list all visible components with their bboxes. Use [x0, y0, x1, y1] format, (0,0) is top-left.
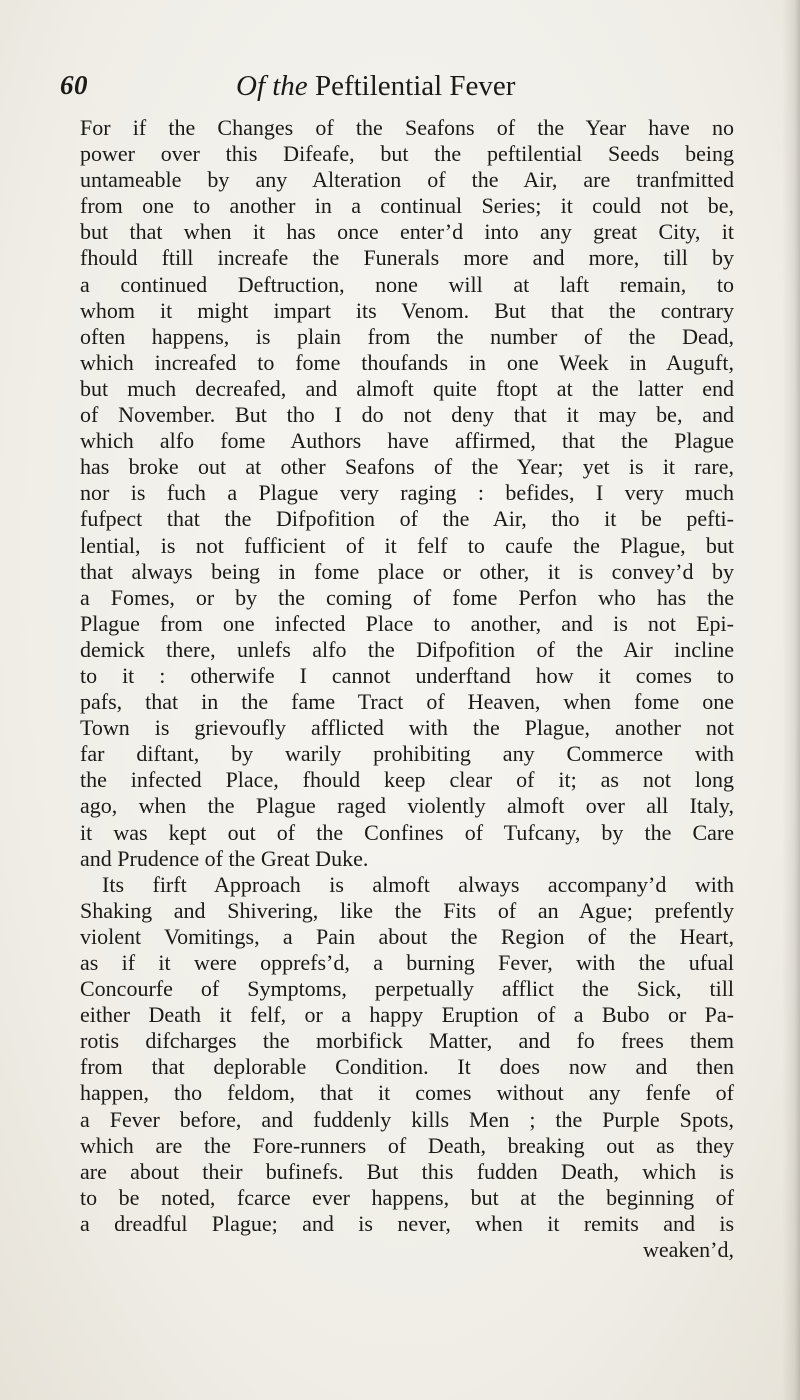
text-line: that always being in fome place or other, it is convey’d by — [80, 558, 734, 584]
text-line: which increafed to fome thoufands in one Week in Auguft, — [80, 349, 734, 375]
text-line: fhould ftill increafe the Funerals more and more, till by — [80, 245, 734, 271]
text-line: a dreadful Plague; and is never, when it remits and is — [80, 1210, 734, 1236]
text-line: to it : otherwife I cannot underftand how it comes to — [80, 662, 734, 688]
catchword: weaken’d, — [642, 1237, 734, 1263]
text-line: fufpect that the Difpofition of the Air, tho it be pefti- — [80, 506, 734, 532]
text-line: nor is fuch a Plague very raging : befides, I very much — [80, 480, 734, 506]
text-line: are about their bufinefs. But this fudden Death, which is — [80, 1158, 734, 1184]
running-head — [60, 70, 760, 110]
text-line: to be noted, fcarce ever happens, but at the beginning of — [80, 1184, 734, 1210]
text-line: a Fever before, and fuddenly kills Men ; the Purple Spots, — [80, 1106, 734, 1132]
text-line: whom it might impart its Venom. But that the contrary — [80, 297, 734, 323]
text-line: but that when it has once enter’d into any great City, it — [80, 219, 734, 245]
paragraph-end-line: and Prudence of the Great Duke. — [80, 845, 369, 871]
text-line: Concourfe of Symptoms, perpetually afflict the Sick, till — [80, 976, 734, 1002]
text-line: has broke out at other Seafons of the Year; yet is it rare, — [80, 454, 734, 480]
text-line: from that deplorable Condition. It does now and then — [80, 1054, 734, 1080]
text-line: Its firft Approach is almoft always accompany’d with — [102, 871, 734, 897]
text-line: which are the Fore-runners of Death, breaking out as they — [80, 1132, 734, 1158]
text-line: often happens, is plain from the number of the Dead, — [80, 323, 734, 349]
text-line: either Death it felf, or a happy Eruption of a Bubo or Pa- — [80, 1002, 734, 1028]
text-line: pafs, that in the fame Tract of Heaven, when fome one — [80, 689, 734, 715]
text-line: a Fomes, or by the coming of fome Perfon who has the — [80, 584, 734, 610]
text-line: rotis difcharges the morbifick Matter, and fo frees them — [80, 1028, 734, 1054]
text-line: Shaking and Shivering, like the Fits of an Ague; prefently — [80, 897, 734, 923]
text-line: lential, is not fufficient of it felf to caufe the Plague, but — [80, 532, 734, 558]
page-edge-shadow — [782, 0, 800, 1400]
text-line: which alfo fome Authors have affirmed, that the Plague — [80, 428, 734, 454]
body-text — [80, 115, 734, 1263]
text-line: a continued Deftruction, none will at laft remain, to — [80, 271, 734, 297]
text-line: Town is grievoufly afflicted with the Plague, another not — [80, 715, 734, 741]
text-line: but much decreafed, and almoft quite ftopt at the latter end — [80, 375, 734, 401]
running-title — [236, 70, 515, 103]
text-line: as if it were opprefs’d, a burning Fever, with the ufual — [80, 950, 734, 975]
running-title-italic: Of the — [236, 70, 308, 102]
text-line: untameable by any Alteration of the Air, are tranfmitted — [80, 167, 734, 193]
running-title-text: Peftilential Fever — [314, 70, 516, 102]
text-line: from one to another in a continual Series; it could not be, — [80, 193, 734, 219]
text-line: the infected Place, fhould keep clear of it; as not long — [80, 767, 734, 793]
text-line: far diftant, by warily prohibiting any Commerce with — [80, 741, 734, 767]
page-number: 60 — [60, 70, 88, 100]
text-line: For if the Changes of the Seafons of the Year have no — [80, 115, 734, 140]
text-line: it was kept out of the Confines of Tufcany, by the Care — [80, 819, 734, 845]
text-line: Plague from one infected Place to another, and is not Epi- — [80, 610, 734, 636]
text-line: happen, tho feldom, that it comes without any fenfe of — [80, 1080, 734, 1106]
text-line: of November. But tho I do not deny that it may be, and — [80, 402, 734, 428]
text-line: ago, when the Plague raged violently almoft over all Italy, — [80, 793, 734, 819]
text-line: demick there, unlefs alfo the Difpofition of the Air incline — [80, 636, 734, 662]
text-line: power over this Difeafe, but the peftilential Seeds being — [80, 141, 734, 167]
text-line: violent Vomitings, a Pain about the Region of the Heart, — [80, 923, 734, 949]
